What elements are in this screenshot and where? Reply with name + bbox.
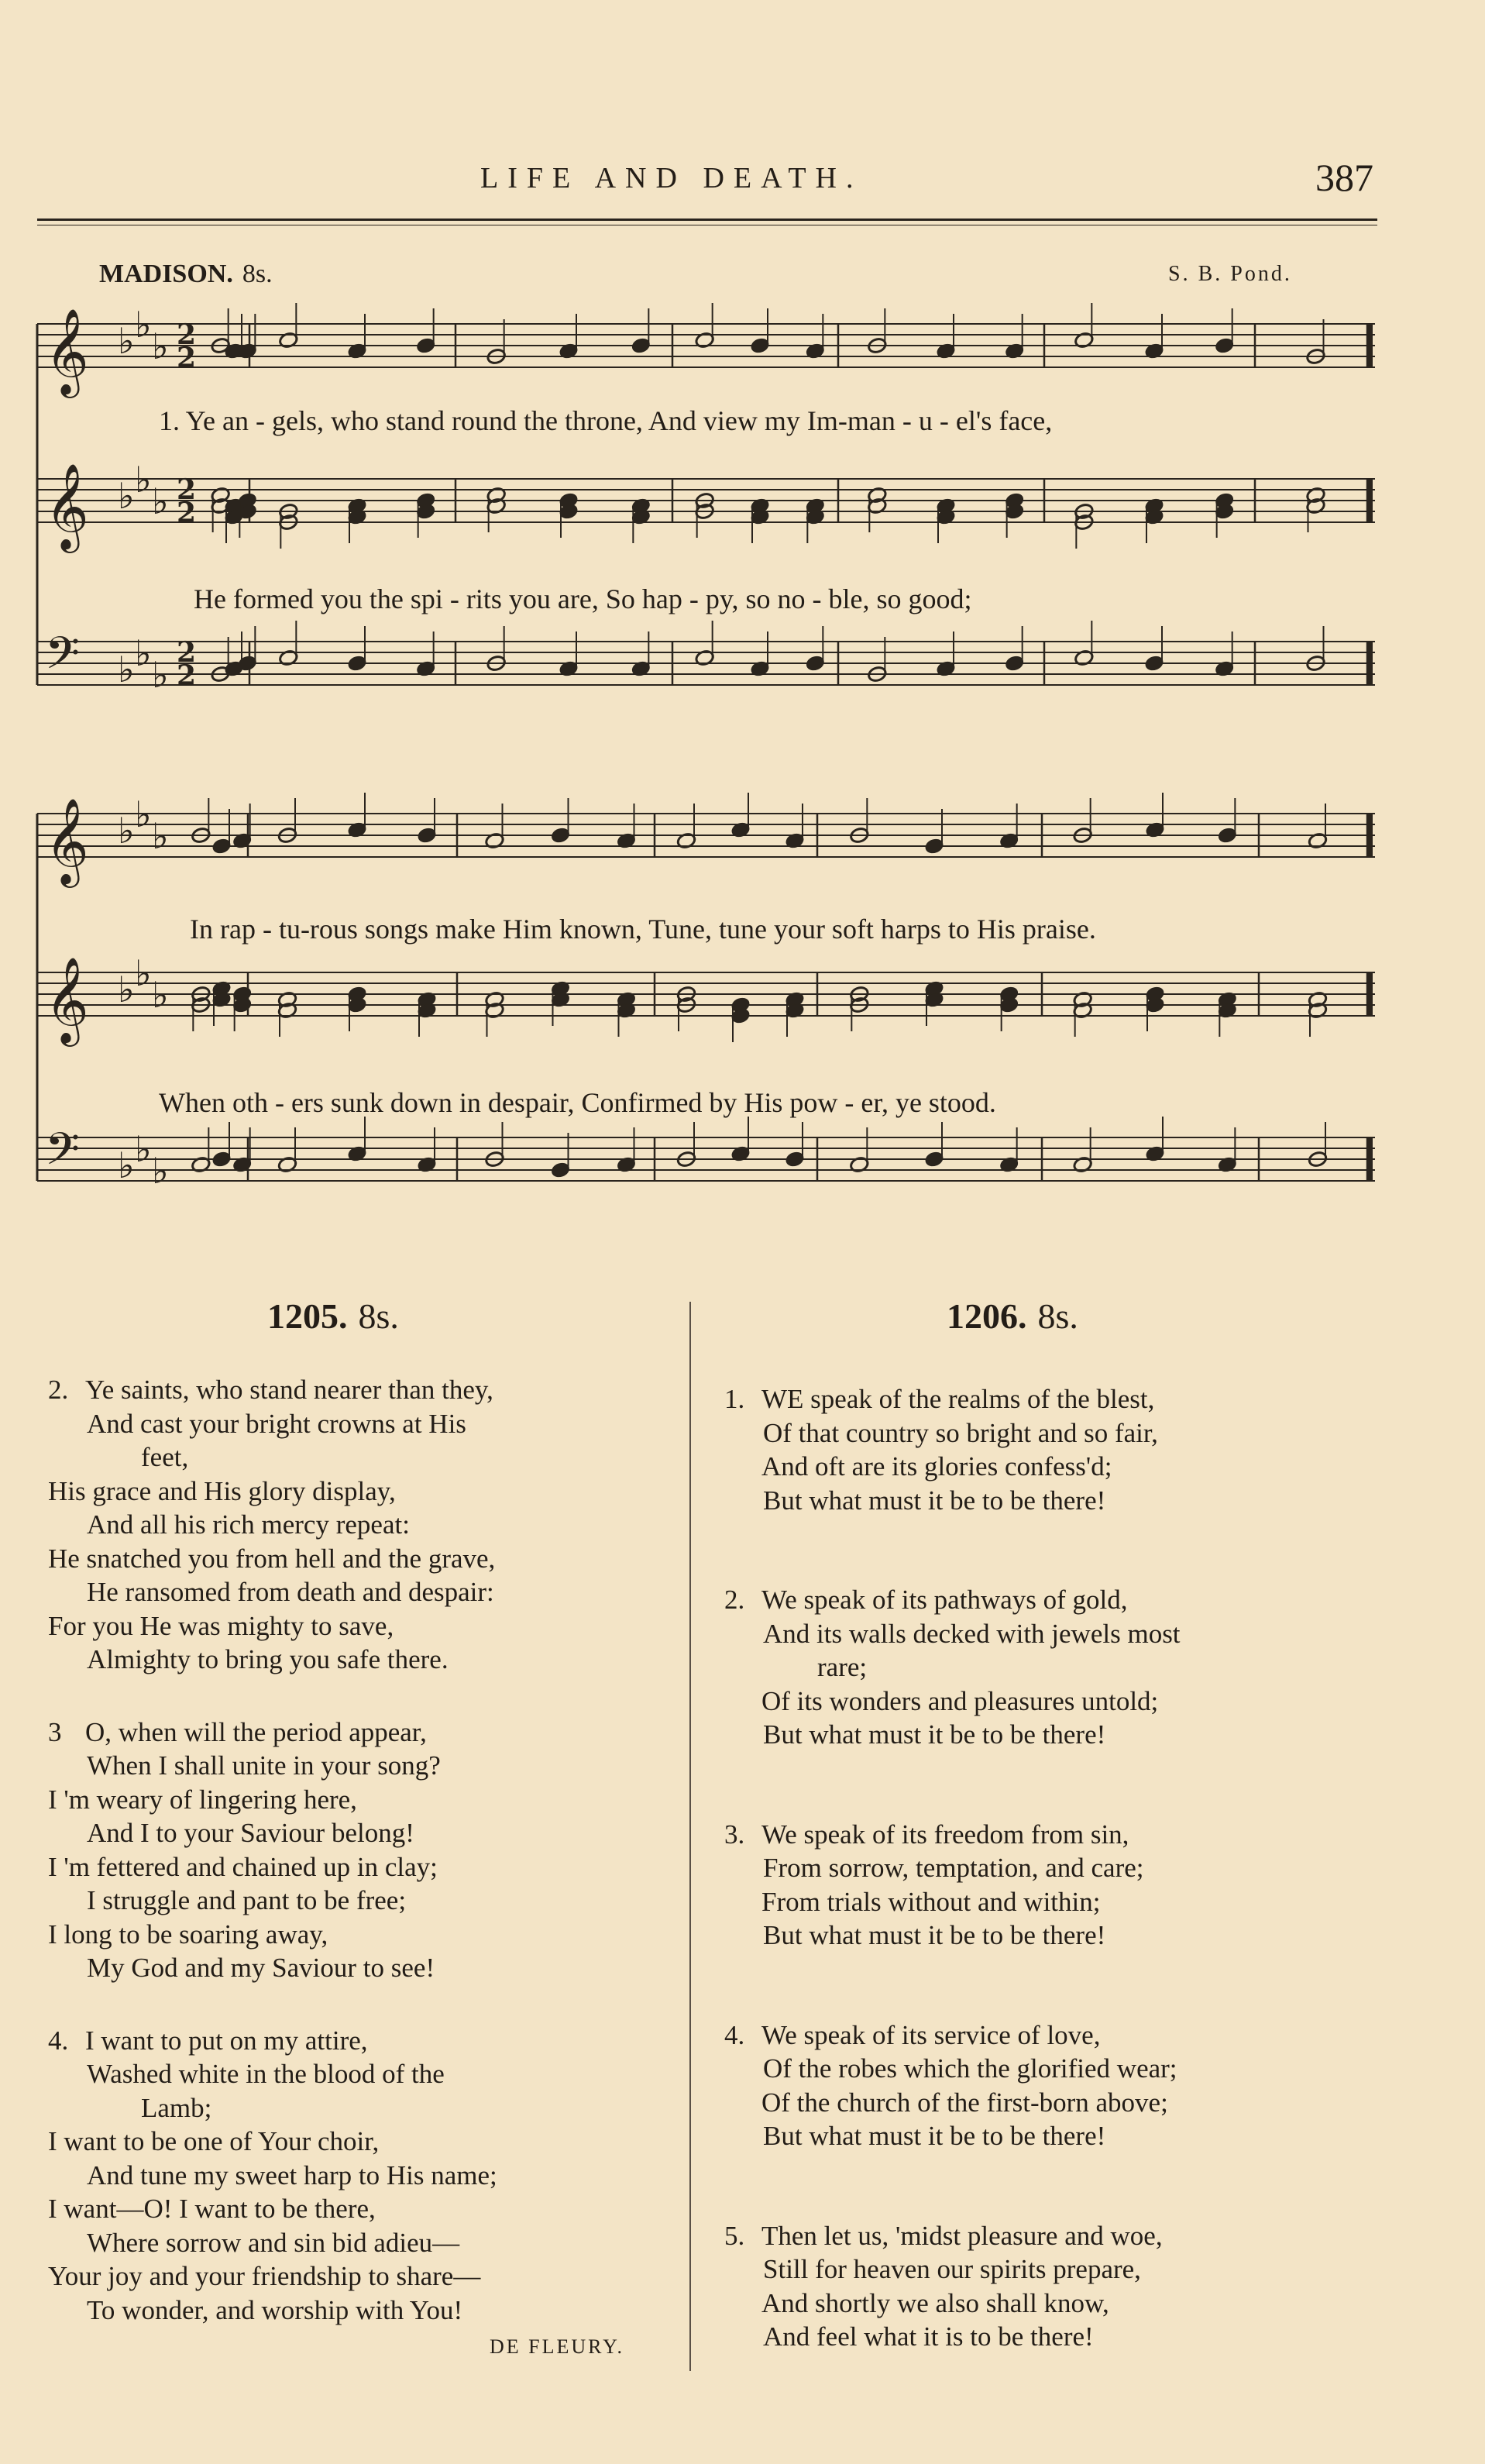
tune-title: MADISON. <box>99 260 233 288</box>
verse-line: Your joy and your friendship to share— <box>48 2261 481 2291</box>
verse-line: And all his rich mercy repeat: <box>87 1509 410 1540</box>
hymn-1205-author: DE FLEURY. <box>490 2335 624 2358</box>
running-head: LIFE AND DEATH. <box>480 162 863 194</box>
verse-line: But what must it be to be there! <box>763 1719 1106 1750</box>
hymn-1205-title <box>267 1296 399 1337</box>
verse-line: But what must it be to be there! <box>763 1920 1106 1950</box>
stanza <box>724 2018 1406 2153</box>
lyric-line-3: In rap - tu-rous songs make Him known, Tune, tune your soft harps to His praise. <box>190 914 1096 945</box>
treble-clef-icon: 𝄞 <box>45 463 89 549</box>
time-signature: 2 <box>177 473 197 506</box>
treble-clef-icon: 𝄞 <box>45 956 89 1043</box>
time-signature: 2 <box>177 659 197 692</box>
stanza <box>724 1818 1406 1953</box>
flat-icon: ♭ <box>152 480 169 522</box>
verse-line: Lamb; <box>141 2092 212 2123</box>
verse-text: We speak of its pathways of gold, <box>761 1585 1128 1615</box>
verse-line: Of the robes which the glorified wear; <box>763 2053 1177 2084</box>
hymn-1206-number: 1206. <box>947 1296 1027 1336</box>
verse-line: Of that country so bright and so fair, <box>763 1417 1158 1448</box>
verse-line: Of its wonders and pleasures untold; <box>761 1685 1159 1716</box>
verse-line: Where sorrow and sin bid adieu— <box>87 2227 460 2258</box>
verse-line <box>48 1716 691 1750</box>
stanza-number: 4. <box>48 2025 69 2056</box>
stanza-number: 1. <box>724 1384 745 1414</box>
verse-line: I 'm weary of lingering here, <box>48 1784 357 1815</box>
lyric-line-2: He formed you the spi - rits you are, So hap - py, so no - ble, so good; <box>194 583 972 614</box>
stanza-number: 4. <box>724 2019 745 2050</box>
verse-line: From trials without and within; <box>761 1886 1101 1917</box>
flat-icon: ♭ <box>152 1150 169 1192</box>
verse-text: I want to put on my attire, <box>85 2025 368 2056</box>
stanza <box>48 1373 691 1677</box>
flat-icon: ♭ <box>152 654 169 696</box>
verse-line: I want—O! I want to be there, <box>48 2194 376 2224</box>
verse-line: But what must it be to be there! <box>763 1485 1106 1516</box>
flat-icon: ♭ <box>118 320 135 362</box>
tune-meter: 8s. <box>242 260 273 288</box>
flat-icon: ♭ <box>152 815 169 857</box>
verse-line: And oft are its glories confess'd; <box>761 1451 1112 1481</box>
verse-line <box>724 2219 1406 2253</box>
bass-clef-icon: 𝄢 <box>45 627 81 690</box>
hymn-1205-text <box>48 1373 691 2327</box>
verse-line <box>48 1373 691 1407</box>
verse-text: WE speak of the realms of the blest, <box>761 1384 1155 1414</box>
stanza-number: 2. <box>724 1585 745 1615</box>
stanza <box>48 1716 691 1985</box>
flat-icon: ♭ <box>152 325 169 367</box>
flat-icon: ♭ <box>118 649 135 690</box>
hymn-1206-text <box>724 1382 1406 2354</box>
verse-line: And feel what it is to be there! <box>763 2321 1094 2352</box>
stanza-number: 3. <box>724 1819 745 1850</box>
verse-line: And tune my sweet harp to His name; <box>87 2159 497 2190</box>
column-divider <box>689 1302 691 2371</box>
flat-icon: ♭ <box>118 810 135 852</box>
verse-line: Of the church of the first-born above; <box>761 2087 1168 2118</box>
verse-line: My God and my Saviour to see! <box>87 1953 435 1983</box>
verse-line: To wonder, and worship with You! <box>87 2294 463 2325</box>
flat-icon: ♭ <box>118 969 135 1010</box>
time-signature: 2 <box>177 342 197 374</box>
verse-line: I want to be one of Your choir, <box>48 2126 380 2156</box>
verse-line: For you He was mighty to save, <box>48 1610 394 1641</box>
composer: S. B. Pond. <box>1168 262 1292 286</box>
flat-icon: ♭ <box>135 459 152 501</box>
verse-text: O, when will the period appear, <box>85 1716 427 1747</box>
lyric-line-1: 1. Ye an - gels, who stand round the throne, And view my Im-man - u - el's face, <box>159 405 1053 436</box>
verse-text: We speak of its freedom from sin, <box>761 1819 1129 1850</box>
stanza <box>48 2024 691 2328</box>
verse-line: I struggle and pant to be free; <box>87 1885 407 1915</box>
verse-line: But what must it be to be there! <box>763 2121 1106 2151</box>
flat-icon: ♭ <box>118 475 135 517</box>
flat-icon: ♭ <box>118 1144 135 1186</box>
flat-icon: ♭ <box>135 1128 152 1170</box>
stanza <box>724 1382 1406 1517</box>
stanza <box>724 2219 1406 2354</box>
stanza-number: 2. <box>48 1375 69 1405</box>
verse-line: His grace and His glory display, <box>48 1475 396 1506</box>
verse-line: Still for heaven our spirits prepare, <box>763 2254 1141 2284</box>
treble-clef-icon: 𝄞 <box>45 797 89 884</box>
flat-icon: ♭ <box>152 974 169 1016</box>
verse-line: Almighty to bring you safe there. <box>87 1644 449 1674</box>
verse-line: He snatched you from hell and the grave, <box>48 1543 496 1574</box>
flat-icon: ♭ <box>135 952 152 994</box>
time-signature: 2 <box>177 636 197 669</box>
time-signature: 2 <box>177 497 197 529</box>
verse-line: From sorrow, temptation, and care; <box>763 1853 1144 1883</box>
flat-icon: ♭ <box>135 632 152 674</box>
verse-line: And I to your Saviour belong! <box>87 1818 414 1848</box>
verse-line <box>724 1382 1406 1416</box>
time-signature: 2 <box>177 318 197 351</box>
verse-line <box>724 1818 1406 1852</box>
verse-line: rare; <box>817 1652 868 1682</box>
treble-clef-icon: 𝄞 <box>45 308 89 394</box>
lyric-line-4: When oth - ers sunk down in despair, Confirmed by His pow - er, ye stood. <box>159 1087 996 1118</box>
hymn-1205-meter: 8s. <box>358 1296 399 1336</box>
page-number: 387 <box>1315 156 1373 199</box>
verse-line: Washed white in the blood of the <box>87 2059 445 2089</box>
verse-line: feet, <box>141 1442 189 1472</box>
verse-line <box>724 2018 1406 2053</box>
flat-icon: ♭ <box>135 304 152 346</box>
verse-line <box>48 2024 691 2058</box>
hymn-1206-title <box>947 1296 1078 1337</box>
verse-line: And its walls decked with jewels most <box>763 1618 1181 1649</box>
bass-clef-icon: 𝄢 <box>45 1123 81 1186</box>
verse-line: I 'm fettered and chained up in clay; <box>48 1851 438 1882</box>
hymn-1205-number: 1205. <box>267 1296 348 1336</box>
verse-line: He ransomed from death and despair: <box>87 1577 494 1607</box>
verse-text: We speak of its service of love, <box>761 2019 1101 2050</box>
verse-line <box>724 1583 1406 1617</box>
verse-text: Ye saints, who stand nearer than they, <box>85 1375 493 1405</box>
flat-icon: ♭ <box>135 793 152 835</box>
hymn-1206-meter: 8s. <box>1037 1296 1078 1336</box>
verse-line: I long to be soaring away, <box>48 1919 328 1950</box>
verse-text: Then let us, 'midst pleasure and woe, <box>761 2220 1163 2251</box>
stanza-number: 3 <box>48 1716 62 1747</box>
verse-line: And shortly we also shall know, <box>761 2287 1109 2318</box>
verse-line: And cast your bright crowns at His <box>87 1408 466 1439</box>
stanza-number: 5. <box>724 2220 745 2251</box>
stanza <box>724 1583 1406 1752</box>
verse-line: When I shall unite in your song? <box>87 1750 441 1781</box>
